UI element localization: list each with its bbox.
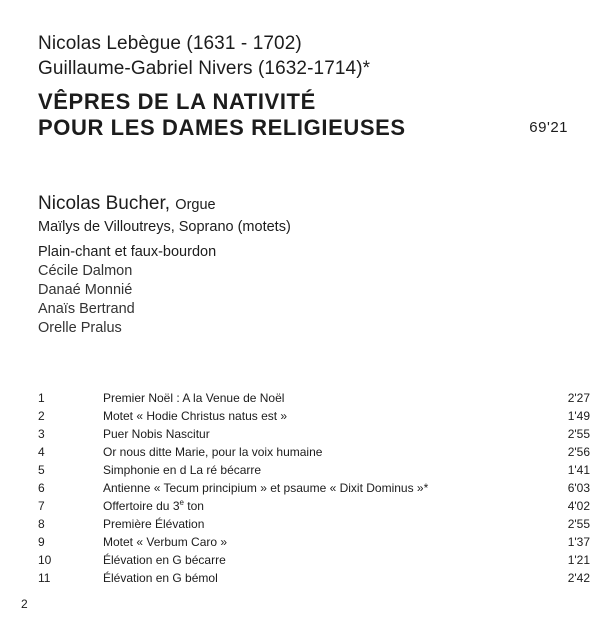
- choir-heading: Plain-chant et faux-bourdon: [38, 244, 217, 260]
- track-row: [38, 389, 590, 407]
- track-title: [103, 497, 204, 515]
- track-number: 2: [38, 409, 45, 423]
- track-number: 8: [38, 517, 45, 531]
- lead-performer-name: Nicolas Bucher,: [38, 193, 171, 214]
- track-title: Puer Nobis Nascitur: [103, 427, 210, 441]
- track-title-part: ton: [183, 499, 204, 513]
- track-title: Élévation en G bémol: [103, 571, 218, 585]
- title-line-2: POUR LES DAMES RELIGIEUSES: [38, 115, 406, 140]
- track-row: [38, 569, 590, 587]
- track-duration: 2'55: [567, 427, 590, 441]
- track-list: [38, 389, 590, 587]
- track-title: Simphonie en d La ré bécarre: [103, 463, 262, 477]
- track-row: [38, 497, 590, 515]
- page-number: 2: [21, 597, 28, 611]
- track-number: 4: [38, 445, 45, 459]
- choir-member: Cécile Dalmon: [38, 263, 133, 279]
- soprano-performer: Maïlys de Villoutreys, Soprano (motets): [38, 219, 291, 235]
- composers-block: [38, 31, 370, 81]
- track-number: 5: [38, 463, 45, 477]
- track-number: 1: [38, 391, 45, 405]
- track-number: 9: [38, 535, 45, 549]
- track-duration: 1'49: [567, 409, 590, 423]
- track-duration: 2'27: [567, 391, 590, 405]
- track-row: [38, 479, 590, 497]
- track-title: Antienne « Tecum principium » et psaume « Dixit Dominus »*: [103, 481, 429, 495]
- track-row: [38, 461, 590, 479]
- composer-nivers: Guillaume-Gabriel Nivers (1632-1714)*: [38, 58, 371, 79]
- performers-block: [38, 192, 291, 237]
- track-duration: 2'56: [567, 445, 590, 459]
- total-duration: 69'21: [529, 119, 568, 136]
- track-row: [38, 533, 590, 551]
- track-title: Premier Noël : A la Venue de Noël: [103, 391, 285, 405]
- lead-performer-role: Orgue: [175, 197, 216, 213]
- track-duration: 6'03: [567, 481, 590, 495]
- track-duration: 4'02: [567, 499, 590, 513]
- track-number: 7: [38, 499, 45, 513]
- track-title: Première Élévation: [103, 517, 205, 531]
- composer-lebegue: Nicolas Lebègue (1631 - 1702): [38, 33, 302, 54]
- track-row: [38, 515, 590, 533]
- track-duration: 1'21: [567, 553, 590, 567]
- track-duration: 1'37: [567, 535, 590, 549]
- track-row: [38, 551, 590, 569]
- lead-performer: [38, 192, 291, 217]
- album-title: [38, 89, 406, 141]
- track-title: Motet « Hodie Christus natus est »: [103, 409, 288, 423]
- track-number: 6: [38, 481, 45, 495]
- track-title: Or nous ditte Marie, pour la voix humaine: [103, 445, 323, 459]
- track-title: Élévation en G bécarre: [103, 553, 226, 567]
- track-duration: 2'55: [567, 517, 590, 531]
- track-title: Motet « Verbum Caro »: [103, 535, 228, 549]
- track-row: [38, 443, 590, 461]
- track-title-part: Offertoire du 3: [103, 499, 180, 513]
- track-number: 3: [38, 427, 45, 441]
- track-title-superscript: e: [179, 498, 184, 507]
- choir-member: Orelle Pralus: [38, 320, 122, 336]
- track-duration: 1'41: [567, 463, 590, 477]
- track-row: [38, 407, 590, 425]
- choir-member: Anaïs Bertrand: [38, 301, 135, 317]
- track-number: 10: [38, 553, 52, 567]
- title-line-1: VÊPRES DE LA NATIVITÉ: [38, 89, 316, 114]
- choir-member: Danaé Monnié: [38, 282, 133, 298]
- track-number: 11: [38, 571, 51, 585]
- track-row: [38, 425, 590, 443]
- track-duration: 2'42: [567, 571, 590, 585]
- choir-block: [38, 243, 216, 338]
